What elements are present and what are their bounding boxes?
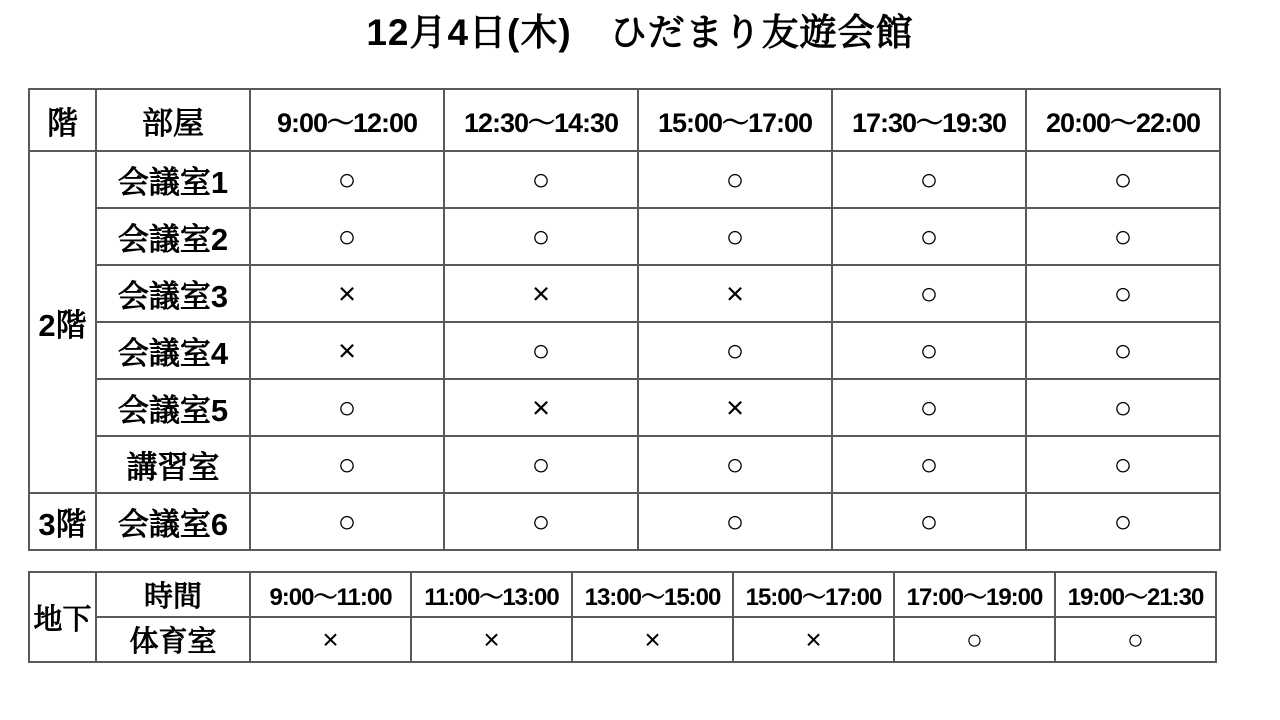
availability-mark-cell: ○ xyxy=(832,151,1026,208)
availability-mark-cell: × xyxy=(250,617,411,662)
availability-mark-cell: × xyxy=(250,322,444,379)
table-row xyxy=(29,265,1220,322)
floor-label-2f: 2階 xyxy=(29,151,96,493)
availability-mark-cell: ○ xyxy=(1026,265,1220,322)
room-name-cell: 会議室2 xyxy=(96,208,250,265)
time-slot-header: 13:00〜15:00 xyxy=(572,572,733,617)
availability-mark-cell: ○ xyxy=(638,151,832,208)
main-availability-table xyxy=(28,88,1221,551)
availability-mark-cell: ○ xyxy=(1026,208,1220,265)
table-row xyxy=(29,493,1220,550)
availability-mark-cell: ○ xyxy=(250,151,444,208)
time-slot-header: 17:30〜19:30 xyxy=(832,89,1026,151)
availability-mark-cell: ○ xyxy=(832,493,1026,550)
table-row xyxy=(29,208,1220,265)
availability-mark-cell: ○ xyxy=(1026,322,1220,379)
basement-availability-table xyxy=(28,571,1217,663)
room-name-cell: 講習室 xyxy=(96,436,250,493)
availability-mark-cell: × xyxy=(638,265,832,322)
availability-mark-cell: ○ xyxy=(638,208,832,265)
room-header-cell: 部屋 xyxy=(96,89,250,151)
room-name-cell: 会議室3 xyxy=(96,265,250,322)
basement-header-row xyxy=(29,572,1216,617)
room-name-cell: 会議室4 xyxy=(96,322,250,379)
table-row xyxy=(29,151,1220,208)
availability-mark-cell: ○ xyxy=(638,436,832,493)
table-row xyxy=(29,617,1216,662)
time-slot-header: 15:00〜17:00 xyxy=(638,89,832,151)
room-name-cell: 会議室1 xyxy=(96,151,250,208)
availability-mark-cell: ○ xyxy=(444,151,638,208)
time-slot-header: 12:30〜14:30 xyxy=(444,89,638,151)
availability-mark-cell: × xyxy=(250,265,444,322)
room-name-cell: 体育室 xyxy=(96,617,250,662)
availability-mark-cell: ○ xyxy=(1026,379,1220,436)
time-slot-header: 17:00〜19:00 xyxy=(894,572,1055,617)
availability-mark-cell: × xyxy=(444,265,638,322)
availability-mark-cell: ○ xyxy=(832,436,1026,493)
availability-mark-cell: × xyxy=(411,617,572,662)
availability-mark-cell: ○ xyxy=(250,208,444,265)
availability-mark-cell: ○ xyxy=(250,436,444,493)
availability-mark-cell: ○ xyxy=(444,208,638,265)
availability-mark-cell: ○ xyxy=(250,379,444,436)
time-slot-header: 20:00〜22:00 xyxy=(1026,89,1220,151)
availability-mark-cell: ○ xyxy=(832,208,1026,265)
availability-mark-cell: ○ xyxy=(832,265,1026,322)
time-slot-header: 15:00〜17:00 xyxy=(733,572,894,617)
time-slot-header: 11:00〜13:00 xyxy=(411,572,572,617)
availability-mark-cell: ○ xyxy=(444,436,638,493)
table-row xyxy=(29,322,1220,379)
table-row xyxy=(29,436,1220,493)
floor-label-3f: 3階 xyxy=(29,493,96,550)
time-slot-header: 9:00〜12:00 xyxy=(250,89,444,151)
availability-mark-cell: × xyxy=(444,379,638,436)
room-name-cell: 会議室6 xyxy=(96,493,250,550)
availability-mark-cell: × xyxy=(572,617,733,662)
availability-mark-cell: ○ xyxy=(638,322,832,379)
availability-mark-cell: ○ xyxy=(832,379,1026,436)
time-slot-header: 9:00〜11:00 xyxy=(250,572,411,617)
availability-mark-cell: × xyxy=(638,379,832,436)
availability-mark-cell: ○ xyxy=(638,493,832,550)
page-title: 12月4日(木) ひだまり友遊会館 xyxy=(366,12,914,53)
availability-mark-cell: × xyxy=(733,617,894,662)
availability-mark-cell: ○ xyxy=(894,617,1055,662)
availability-mark-cell: ○ xyxy=(1026,436,1220,493)
availability-mark-cell: ○ xyxy=(1026,151,1220,208)
main-header-row xyxy=(29,89,1220,151)
availability-mark-cell: ○ xyxy=(444,322,638,379)
availability-mark-cell: ○ xyxy=(250,493,444,550)
basement-time-header-cell: 時間 xyxy=(96,572,250,617)
floor-header-cell: 階 xyxy=(29,89,96,151)
room-name-cell: 会議室5 xyxy=(96,379,250,436)
availability-mark-cell: ○ xyxy=(1055,617,1216,662)
availability-mark-cell: ○ xyxy=(832,322,1026,379)
availability-mark-cell: ○ xyxy=(444,493,638,550)
table-row xyxy=(29,379,1220,436)
time-slot-header: 19:00〜21:30 xyxy=(1055,572,1216,617)
availability-mark-cell: ○ xyxy=(1026,493,1220,550)
floor-label-basement: 地下 xyxy=(29,572,96,662)
